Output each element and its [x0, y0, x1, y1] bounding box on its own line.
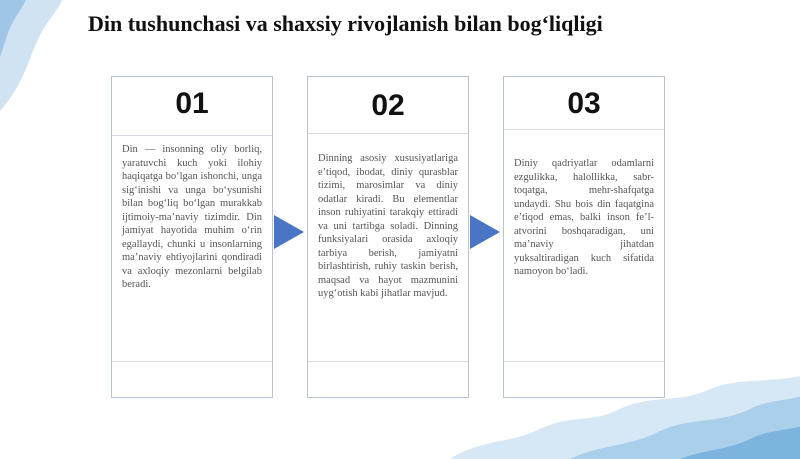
- card-text: Dinning asosiy xususiyatlariga e’tiqod, ibodat, diniy qurasblar tizimi, marosimlar va diniy odatlar kiradi. Bu elementlar inson ruhiyatini tarakqiy ettiradi va uni tartibga soladi. Dinning funksiyalari orasida axloqiy tarbiya berish, jamiyatni birlashtirish, ruhiy taskin berish, maqsad va hayot mazmunini uyg‘otish kabi jihatlar mavjud.: [318, 153, 458, 299]
- info-card-3: [503, 76, 665, 398]
- card-top-divider: [308, 133, 468, 134]
- card-bottom-divider: [308, 361, 468, 362]
- card-bottom-divider: [112, 361, 272, 362]
- card-text: Diniy qadriyatlar odamlarni ezgulikka, halollikka, sabr-toqatga, mehr-shafqatga undaydi. Shu bois din faqatgina e’tiqod emas, balki inson fe’l-atvorini boshqaradigan, uni ma’naviy jihatdan yuksaltiradigan kuch sifatida namoyon bo‘ladi.: [514, 158, 654, 277]
- right-arrow-icon: [470, 215, 500, 249]
- card-text: Din — insonning oliy borliq, yaratuvchi kuch yoki ilohiy haqiqatga bo‘lgan ishonchi, unga sig‘inishi va unga bo‘ysunishi bilan bog‘liq bo‘lgan murakkab ijtimoiy-ma’naviy tizimdir. Din jamiyat hayotida muhim o‘rin egallaydi, chunki u insonlarning ma’naviy ehtiyojlarini qondiradi va axloqiy mezonlarni belgilab beradi.: [122, 144, 262, 290]
- card-number: 03: [567, 87, 601, 120]
- right-arrow-icon: [274, 215, 304, 249]
- card-number: 02: [371, 89, 405, 122]
- page-title: Din tushunchasi va shaxsiy rivojlanish bilan bog‘liqligi: [88, 11, 603, 36]
- card-bottom-divider: [504, 361, 664, 362]
- info-card-2: [307, 76, 469, 398]
- watercolor-splash-top-left: [0, 0, 90, 130]
- card-top-divider: [112, 135, 272, 136]
- card-top-divider: [504, 129, 664, 130]
- card-number: 01: [175, 87, 209, 120]
- info-card-1: [111, 76, 273, 398]
